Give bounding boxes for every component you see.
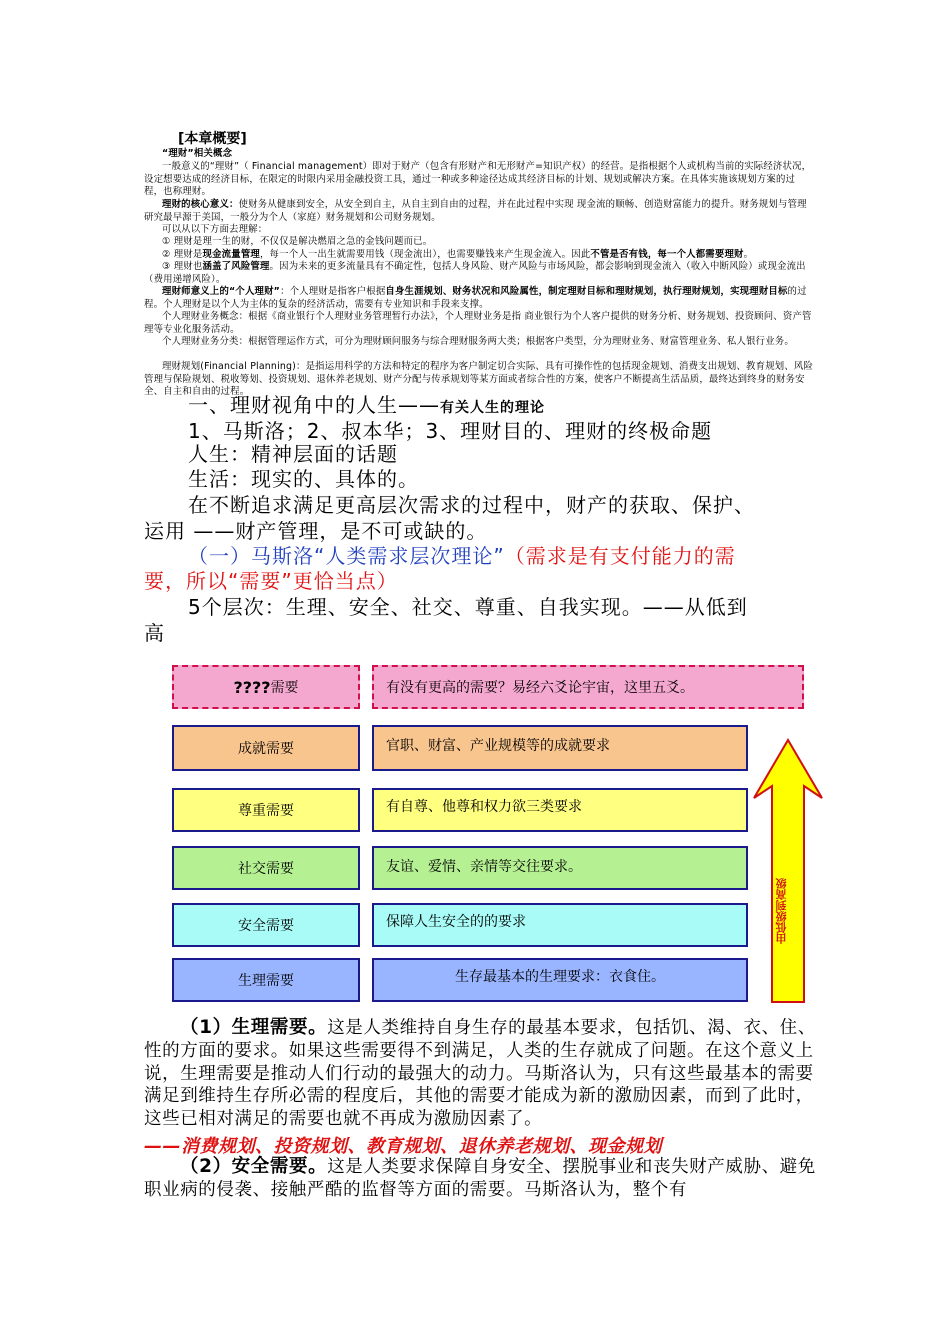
level-safety-box [172, 903, 360, 947]
level-respect-label: 尊重需要 [238, 803, 294, 819]
paragraph-business [144, 311, 814, 336]
level-respect-desc-box [372, 788, 748, 832]
level-respect-box [172, 788, 360, 832]
line-life: 人生：精神层面的话题 [188, 442, 398, 466]
personal-finance-a: ：个人理财是指客户根据 [280, 286, 386, 297]
list-item-1 [144, 236, 814, 249]
paragraph-safety [144, 1156, 824, 1202]
maslow-heading-red-a: （需求是有支付能力的需 [514, 544, 736, 568]
level-physio-label: 生理需要 [238, 973, 294, 989]
planning-text: 理财规划(Financial Planning)：是指运用科学的方法和特定的程序为客户制定切合实际、具有可操作性的包括现金规划、消费支出规划、教育规划、风险管理与保险规划、税收筹划、投资规划、退休养老规划、财产分配与传承规划等某方面或者综合性的方案，使客户不断提高生活品质，最终达到终身的财务安全、自主和自由的过程。 [144, 361, 814, 398]
level-achievement-desc: 官职、财富、产业规模等的成就要求 [386, 738, 610, 754]
diagram-top-right-box [372, 665, 804, 709]
paragraph-category [144, 336, 814, 349]
unknown-need-marks: ???? [233, 677, 271, 697]
level-achievement-box [172, 725, 360, 771]
five-levels-line-a: 5个层次：生理、安全、社交、尊重、自我实现。——从低到 [188, 595, 748, 619]
personal-finance-c: 的过程。个人理财是以个人为主体的复杂的经济活动，需要有专业知识和手段来支撑。 [144, 286, 807, 310]
chapter-summary-title: [本章概要] [178, 131, 247, 147]
item2-part-b: 现金流量管理 [202, 249, 260, 260]
planning-red-line: ——消费规划、投资规划、教育规划、退休养老规划、现金规划 [144, 1136, 662, 1157]
maslow-heading-red-b: 要，所以“需要”更恰当点） [144, 569, 398, 593]
core-meaning-label: 理财的核心意义： [162, 199, 239, 210]
level-social-desc-box [372, 846, 748, 890]
understand-text: 可以从以下方面去理解： [162, 224, 268, 235]
line-theories: 1、马斯洛；2、叔本华；3、理财目的、理财的终极命题 [188, 419, 713, 443]
item2-part-e: 。 [743, 249, 754, 260]
concept-heading: “理财”相关概念 [162, 148, 233, 159]
physiological-heading: （1）生理需要。 [180, 1017, 328, 1038]
level-respect-desc: 有自尊、他尊和权力欲三类要求 [386, 799, 582, 815]
five-levels-line-b: 高 [144, 621, 165, 645]
level-achievement-label: 成就需要 [238, 741, 294, 757]
item1-text: ① 理财是理一生的财，不仅仅是解决燃眉之急的金钱问题而已。 [162, 236, 433, 247]
level-physio-desc-box [372, 958, 748, 1002]
level-social-label: 社交需要 [238, 861, 294, 877]
paragraph-personal-finance [144, 286, 814, 311]
maslow-heading-line1 [188, 543, 736, 569]
section-title-sub: 有关人生的理论 [440, 400, 545, 416]
paragraph-core-meaning [144, 199, 814, 224]
level-safety-desc: 保障人生安全的的要求 [386, 914, 526, 930]
line-pursuit-b: 运用 ——财产管理，是不可或缺的。 [144, 519, 488, 543]
item2-part-d: 不管是否有钱，每一个人都需要理财 [590, 249, 744, 260]
item3-part-a: ③ 理财也 [162, 261, 203, 272]
list-item-2 [144, 249, 814, 262]
paragraph-physiological [144, 1017, 824, 1131]
level-social-desc: 友谊、爱情、亲情等交往要求。 [386, 859, 582, 875]
level-safety-label: 安全需要 [238, 918, 294, 934]
item2-part-c: ，每一个人一出生就需要用钱（现金流出），也需要赚钱来产生现金流入。因此 [259, 249, 591, 260]
maslow-heading-blue: （一）马斯洛“人类需求层次理论” [188, 544, 505, 568]
category-text: 个人理财业务分类：根据管理运作方式，可分为理财顾问服务与综合理财服务两大类；根据客户类型，分为理财业务、财富管理业务、私人银行业务。 [162, 336, 794, 347]
level-social-box [172, 846, 360, 890]
safety-heading: （2）安全需要。 [180, 1156, 328, 1177]
item3-part-c: 。因为未来的更多流量具有不确定性，包括人身风险、财产风险与市场风险，都会影响到现金流入（收入中断风险）或现金流出（费用递增风险）。 [144, 261, 806, 285]
line-pursuit-a: 在不断追求满足更高层次需求的过程中，财产的获取、保护、 [188, 493, 755, 517]
line-living: 生活：现实的、具体的。 [188, 467, 419, 491]
personal-finance-b: 自身生涯规划、财务状况和风险属性，制定理财目标和理财规划，执行理财规划，实现理财目标 [385, 286, 788, 297]
section-heading [188, 392, 545, 421]
business-text: 个人理财业务概念：根据《商业银行个人理财业务管理暂行办法》，个人理财业务是指 商业银行为个人客户提供的财务分析、财务规划、投资顾问、资产管理等专业化服务活动。 [144, 311, 812, 335]
paragraph-definition [144, 161, 814, 199]
diagram-top-left-box [172, 665, 360, 709]
item2-part-a: ② 理财是 [162, 249, 203, 260]
section-title-main: 一、理财视角中的人生—— [188, 393, 440, 417]
level-safety-desc-box [372, 903, 748, 947]
core-meaning-text: 使财务从健康到安全，从安全到自主，从自主到自由的过程，并在此过程中实现 现金流的顺畅、创造财富能力的提升。财务规划与管理研究最早源于美国，一般分为个人（家庭）财务规划和公司财务规划。 [144, 199, 807, 223]
definition-text: 一般意义的“理财”（ Financial management）即对于财产（包含有形财产和无形财产=知识产权）的经营。是指根据个人或机构当前的实际经济状况，设定想要达成的经济目标，在限定的时限内采用金融投资工具，通过一种或多种途径达成其经济目标的计划、规划或解决方案。在具体实施该规划方案的过程，也称理财。 [144, 161, 812, 198]
paragraph-understand [144, 224, 814, 237]
list-item-3 [144, 261, 814, 286]
unknown-need-label: 需要 [270, 680, 299, 696]
physiological-text: 这是人类维持自身生存的最基本要求，包括饥、渴、衣、住、性的方面的要求。如果这些需要得不到满足，人类的生存就成了问题。在这个意义上说，生理需要是推动人们行动的最强大的动力。马斯洛认为，只有这些最基本的需要满足到维持生存所必需的程度后，其他的需要才能成为新的激励因素，而到了此时，这些已相对满足的需要也就不再成为激励因素了。 [144, 1018, 816, 1130]
up-arrow-shape [752, 738, 824, 1004]
level-physio-desc: 生存最基本的生理要求：衣食住。 [455, 969, 665, 985]
arrow-label: 由低级到高级 [775, 878, 788, 944]
level-achievement-desc-box [372, 725, 748, 771]
higher-need-question: 有没有更高的需要？易经六爻论宇宙，这里五爻。 [386, 680, 694, 696]
safety-text: 这是人类要求保障自身安全、摆脱事业和丧失财产威胁、避免职业病的侵袭、接触严酷的监督等方面的需要。马斯洛认为，整个有 [144, 1157, 816, 1200]
level-physio-box [172, 958, 360, 1002]
personal-finance-label: 理财师意义上的“个人理财” [162, 286, 281, 297]
item3-part-b: 涵盖了风险管理 [202, 261, 270, 272]
